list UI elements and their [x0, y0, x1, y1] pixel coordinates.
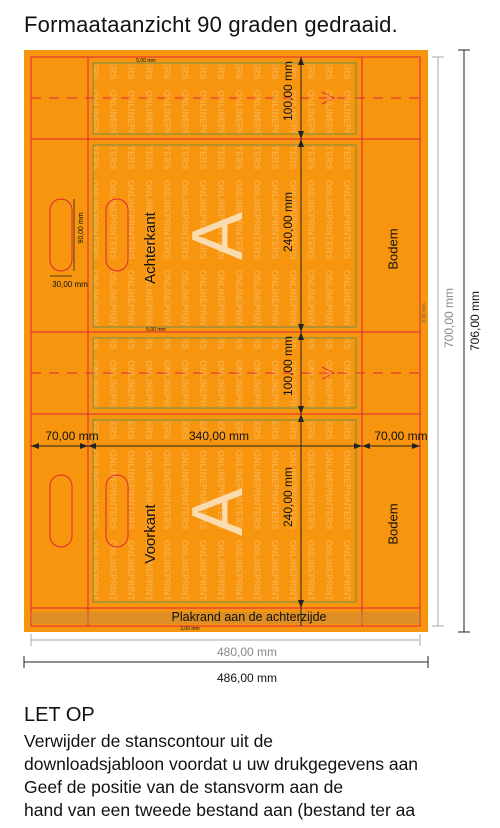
dim-mid-height: 100,00 mm: [281, 335, 296, 397]
dim-center-width: 340,00 mm: [188, 429, 250, 443]
label-bottom-top: Bodem: [385, 228, 401, 270]
note-line: downloadsjabloon voordat u uw drukgegevens aan: [24, 754, 419, 774]
dim-right-panel: 70,00 mm: [374, 429, 428, 443]
label-back: Achterkant: [141, 212, 159, 284]
note-line: Verwijder de stanscontour uit de: [24, 731, 274, 751]
dim-inner-height: 700,00 mm: [442, 287, 457, 349]
dim-front-height: 240,00 mm: [281, 466, 296, 528]
dim-inner-width: 480,00 mm: [216, 645, 278, 659]
dim-outer-width: 486,00 mm: [216, 671, 278, 685]
dim-back-height: 240,00 mm: [281, 191, 296, 253]
dim-bleed-bottom: 3,00 mm: [180, 626, 200, 632]
dim-top-height: 100,00 mm: [281, 60, 296, 122]
letter-a-back: A: [178, 211, 259, 261]
dim-handle-height: 90,00 mm: [77, 212, 85, 244]
dim-left-panel: 70,00 mm: [45, 429, 99, 443]
label-glue-flap: Plakrand aan de achterzijde: [171, 610, 327, 624]
letter-a-front: A: [178, 487, 259, 537]
dim-outer-height: 706,00 mm: [468, 290, 483, 352]
dim-small-margin-mid: 5,00 mm: [146, 327, 166, 333]
note-line: hand van een tweede bestand aan (bestand ter aa: [24, 800, 416, 820]
dim-handle-width: 30,00 mm: [52, 280, 88, 289]
safe-area-middle: [93, 335, 356, 408]
label-front: Voorkant: [141, 504, 159, 564]
note-title: LET OP: [24, 704, 95, 726]
page-title: Formaataanzicht 90 graden gedraaid.: [24, 12, 398, 37]
label-bottom-lower: Bodem: [385, 503, 401, 545]
dim-small-margin-top: 5,00 mm: [136, 58, 156, 64]
dim-bleed-right: 3,00 mm: [421, 303, 428, 323]
note-line: Geef de positie van de stansvorm aan de: [24, 777, 344, 797]
